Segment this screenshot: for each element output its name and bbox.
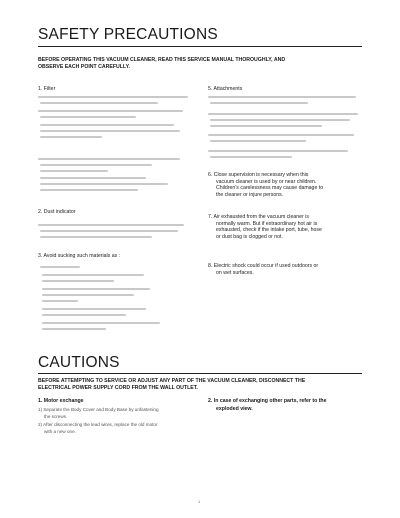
safety-section-8-line-2: on wet surfaces.: [216, 269, 254, 276]
safety-section-3-heading: 3. Avoid sucking such materials as :: [38, 253, 121, 259]
cautions-motor-item-2-line-1: 2) After disconnecting the lead wires, replace the old motor: [38, 422, 158, 428]
cautions-motor-exchange-list: [38, 407, 159, 435]
cautions-title-rule: [38, 373, 362, 374]
safety-section-7: [208, 214, 322, 240]
safety-section-7-line-3: exhausted, check if the intake port, tube, hose: [216, 227, 322, 234]
page-number: 1: [198, 499, 201, 504]
cautions-motor-item-1-line-2: the screws.: [44, 413, 68, 419]
safety-section-1-heading: 1. Filter: [38, 86, 56, 92]
cautions-intro-line-2: ELECTRICAL POWER SUPPLY CORD FROM THE WALL OUTLET.: [38, 385, 198, 391]
safety-section-7-line-2: normally warm. But if extraordinary hot air is: [216, 220, 318, 227]
safety-section-6: [208, 172, 323, 198]
safety-section-8-line-1: 8. Electric shock could occur if used outdoors or: [208, 263, 319, 269]
safety-section-6-line-2: vacuum cleaner is used by or near children.: [216, 178, 317, 185]
cautions-title: CAUTIONS: [38, 354, 120, 371]
safety-section-6-line-4: the cleaner or injure persons.: [216, 191, 284, 198]
safety-title: SAFETY PRECAUTIONS: [38, 26, 218, 43]
cautions-intro: [38, 378, 305, 392]
safety-section-6-line-1: 6. Close supervision is necessary when this: [208, 172, 309, 178]
cautions-other-parts-line-1: 2. In case of exchanging other parts, refer to the: [208, 398, 327, 404]
safety-section-2-heading: 2. Dust indicator: [38, 209, 76, 215]
cautions-other-parts-line-2: exploded view.: [216, 405, 253, 412]
safety-title-rule: [38, 46, 362, 47]
cautions-intro-line-1: BEFORE ATTEMPTING TO SERVICE OR ADJUST ANY PART OF THE VACUUM CLEANER, DISCONNECT THE: [38, 378, 306, 384]
safety-section-7-line-4: or dust bag is clogged or not.: [216, 233, 283, 240]
safety-section-8: [208, 263, 318, 276]
cautions-motor-exchange-heading: 1. Motor exchange: [38, 398, 84, 404]
cautions-motor-item-2-line-2: with a new one.: [44, 428, 76, 434]
cautions-motor-item-1-line-1: 1) Separate the Body Cover and Body Base by unfastening: [38, 407, 159, 412]
cautions-other-parts: [208, 398, 326, 413]
safety-section-7-line-1: 7. Air exhausted from the vacuum cleaner is: [208, 214, 309, 220]
safety-intro-line-1: BEFORE OPERATING THIS VACUUM CLEANER, READ THIS SERVICE MANUAL THOROUGHLY, AND: [38, 57, 286, 63]
safety-section-6-line-3: Children's carelessness may cause damage to: [216, 185, 324, 192]
safety-section-5-heading: 5. Attachments: [208, 86, 243, 92]
safety-intro: [38, 57, 285, 71]
safety-intro-line-2: OBSERVE EACH POINT CAREFULLY.: [38, 64, 130, 70]
